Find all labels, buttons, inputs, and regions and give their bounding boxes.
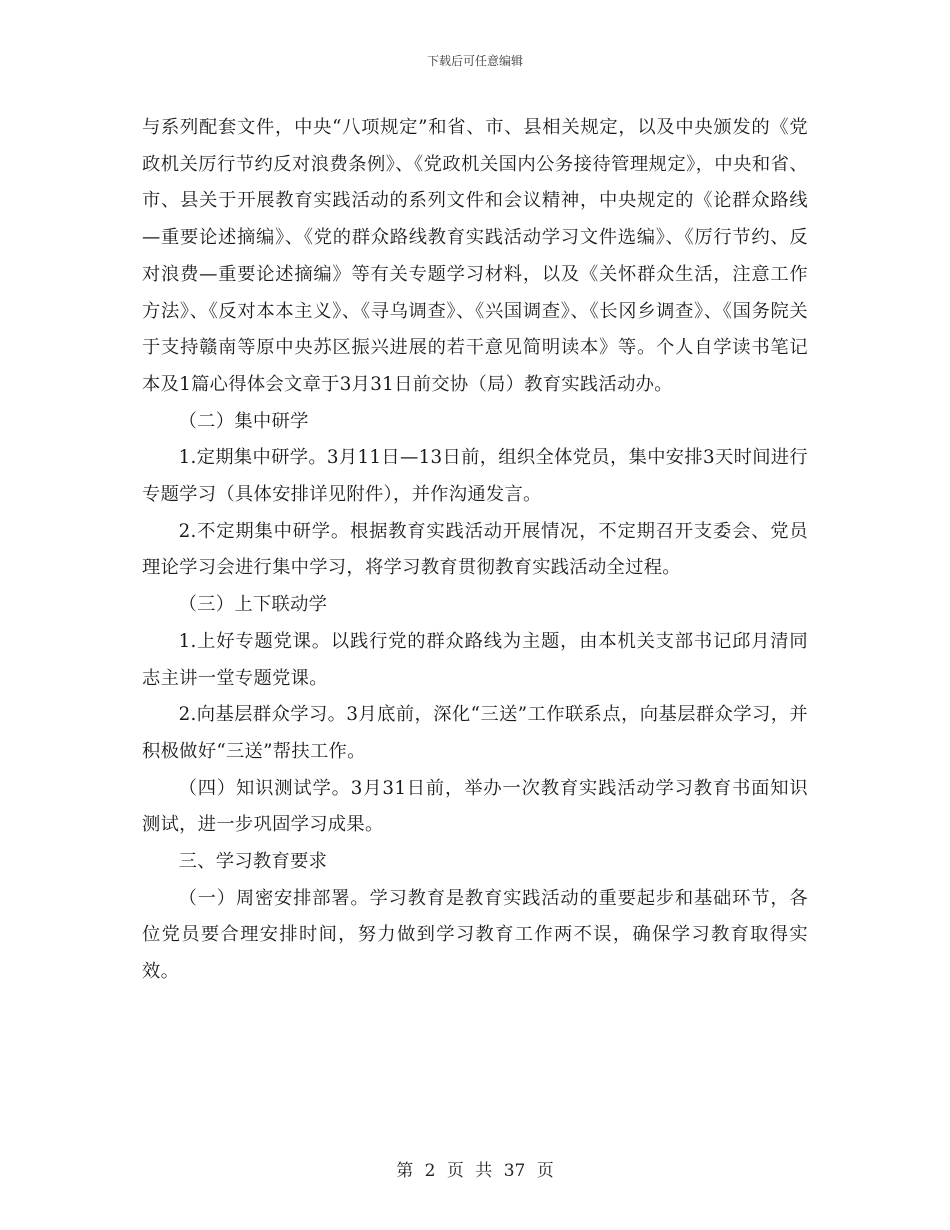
page-footer: 第 2 页 共 37 页 bbox=[396, 1161, 554, 1181]
paragraph-regular-study: 1.定期集中研学。3月11日—13日前，组织全体党员，集中安排3天时间进行专题学习（具体安排详见附件），并作沟通发言。 bbox=[142, 447, 808, 506]
section-heading-requirements: 三、学习教育要求 bbox=[178, 851, 328, 873]
paragraph-continuation: 与系列配套文件，中央“八项规定”和省、市、县相关规定，以及中央颁发的《党政机关厉行节约反对浪费条例》、《党政机关国内公务接待管理规定》，中央和省、市、县关于开展教育实践活动的系列文件和会议精神，中央规定的《论群众路线—重要论述摘编》、《党的群众路线教育实践活动学习文件选编》、《厉行节约、反对浪费—重要论述摘编》等有关专题学习材料，以及《关怀群众生活，注意工作方法》、《反对本本主义》、《寻乌调查》、《兴国调查》、《长冈乡调查》、《国务院关于支持赣南等原中央苏区振兴进展的若干意见简明读本》等。个人自学读书笔记本及1篇心得体会文章于3月31日前交协（局）教育实践活动办。 bbox=[142, 117, 808, 395]
page-header: 下载后可任意编辑 bbox=[426, 54, 523, 68]
paragraph-irregular-study: 2.不定期集中研学。根据教育实践活动开展情况，不定期召开支委会、党员理论学习会进行集中学习，将学习教育贯彻教育实践活动全过程。 bbox=[142, 520, 808, 579]
section-heading-linked-study: （三）上下联动学 bbox=[178, 594, 328, 616]
paragraph-careful-arrangement: （一）周密安排部署。学习教育是教育实践活动的重要起步和基础环节，各位党员要合理安排时间，努力做到学习教育工作两不误，确保学习教育取得实效。 bbox=[142, 887, 808, 983]
document-body bbox=[142, 110, 808, 991]
paragraph-party-lecture: 1.上好专题党课。以践行党的群众路线为主题，由本机关支部书记邱月清同志主讲一堂专题党课。 bbox=[142, 630, 808, 689]
section-heading-centralized-study: （二）集中研学 bbox=[178, 410, 309, 432]
paragraph-grassroots-learning: 2.向基层群众学习。3月底前，深化“三送”工作联系点，向基层群众学习，并积极做好“三送”帮扶工作。 bbox=[142, 704, 808, 762]
paragraph-knowledge-test: （四）知识测试学。3月31日前，举办一次教育实践活动学习教育书面知识测试，进一步巩固学习成果。 bbox=[142, 777, 808, 836]
